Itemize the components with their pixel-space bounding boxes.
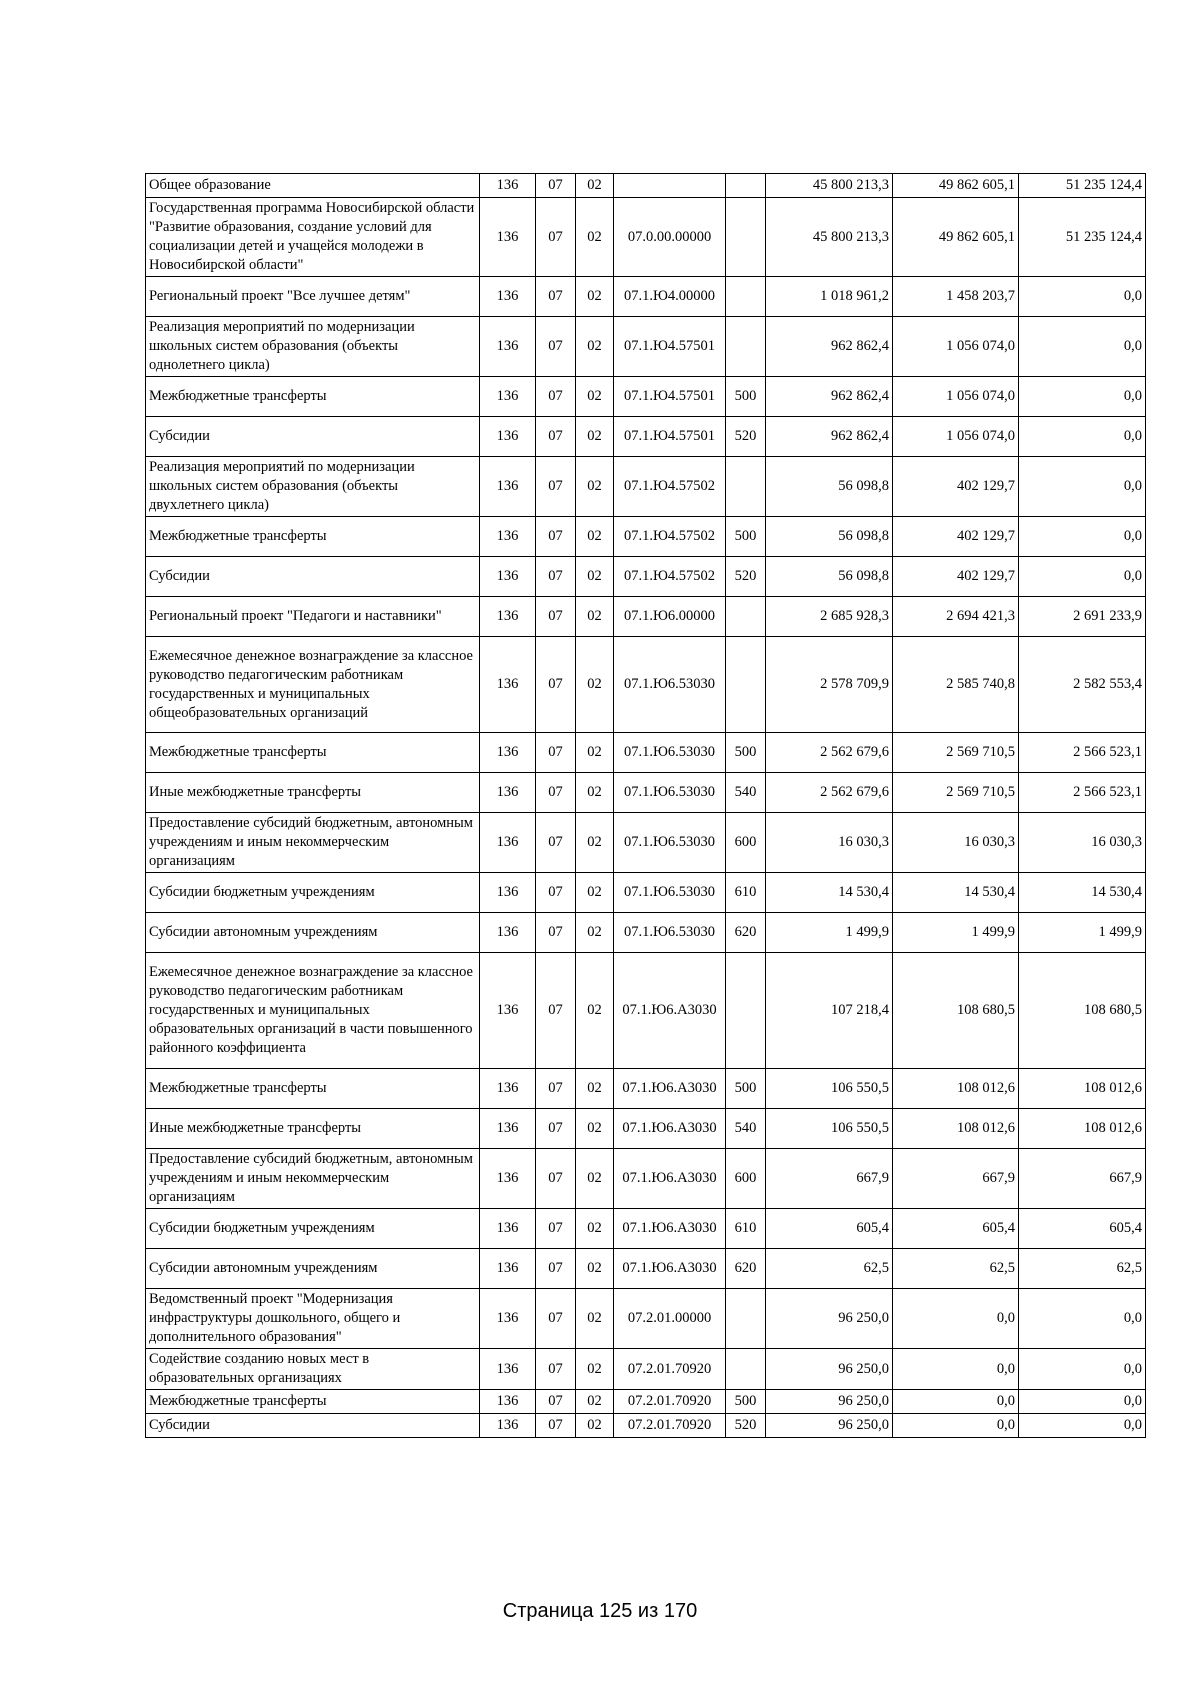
cell-amount-year2: 0,0 xyxy=(893,1390,1019,1414)
cell-target-code: 07.1.Ю6.А3030 xyxy=(614,953,726,1069)
cell-subsection: 02 xyxy=(576,953,614,1069)
table-row xyxy=(146,1414,1146,1438)
cell-expense-type: 520 xyxy=(726,557,766,597)
cell-subsection: 02 xyxy=(576,1349,614,1390)
table-row xyxy=(146,517,1146,557)
cell-name: Субсидии xyxy=(146,417,480,457)
cell-name: Государственная программа Новосибирской области "Развитие образования, создание условий для социализации детей и учащейся молодежи в Новосибирской области" xyxy=(146,198,480,277)
cell-amount-year2: 1 499,9 xyxy=(893,913,1019,953)
cell-grbs: 136 xyxy=(480,174,536,198)
cell-section: 07 xyxy=(536,873,576,913)
table-row xyxy=(146,457,1146,517)
cell-section: 07 xyxy=(536,1289,576,1349)
table-row xyxy=(146,1390,1146,1414)
cell-target-code: 07.1.Ю4.57502 xyxy=(614,557,726,597)
cell-subsection: 02 xyxy=(576,773,614,813)
cell-expense-type xyxy=(726,597,766,637)
cell-subsection: 02 xyxy=(576,873,614,913)
cell-subsection: 02 xyxy=(576,198,614,277)
cell-target-code: 07.1.Ю4.57502 xyxy=(614,517,726,557)
cell-subsection: 02 xyxy=(576,517,614,557)
cell-name: Субсидии xyxy=(146,557,480,597)
table-row xyxy=(146,1109,1146,1149)
cell-name: Общее образование xyxy=(146,174,480,198)
cell-grbs: 136 xyxy=(480,1249,536,1289)
cell-section: 07 xyxy=(536,1249,576,1289)
table-row xyxy=(146,174,1146,198)
cell-target-code: 07.1.Ю4.57502 xyxy=(614,457,726,517)
cell-target-code: 07.1.Ю6.53030 xyxy=(614,813,726,873)
cell-subsection: 02 xyxy=(576,597,614,637)
cell-name: Реализация мероприятий по модернизации школьных систем образования (объекты двухлетнего цикла) xyxy=(146,457,480,517)
cell-section: 07 xyxy=(536,277,576,317)
cell-section: 07 xyxy=(536,517,576,557)
cell-amount-year3: 108 012,6 xyxy=(1019,1069,1146,1109)
cell-grbs: 136 xyxy=(480,953,536,1069)
cell-target-code: 07.1.Ю6.53030 xyxy=(614,773,726,813)
cell-target-code: 07.1.Ю6.53030 xyxy=(614,637,726,733)
cell-grbs: 136 xyxy=(480,913,536,953)
cell-amount-year1: 667,9 xyxy=(766,1149,893,1209)
cell-name: Ежемесячное денежное вознаграждение за классное руководство педагогическим работникам государственных и муниципальных образовательных организаций в части повышенного районного коэффициента xyxy=(146,953,480,1069)
cell-name: Содействие созданию новых мест в образовательных организациях xyxy=(146,1349,480,1390)
cell-expense-type xyxy=(726,457,766,517)
cell-grbs: 136 xyxy=(480,1390,536,1414)
cell-amount-year3: 2 691 233,9 xyxy=(1019,597,1146,637)
cell-section: 07 xyxy=(536,457,576,517)
cell-expense-type xyxy=(726,198,766,277)
cell-name: Субсидии бюджетным учреждениям xyxy=(146,873,480,913)
cell-amount-year3: 62,5 xyxy=(1019,1249,1146,1289)
cell-section: 07 xyxy=(536,1209,576,1249)
table-row xyxy=(146,913,1146,953)
table-row xyxy=(146,198,1146,277)
cell-grbs: 136 xyxy=(480,637,536,733)
cell-amount-year3: 0,0 xyxy=(1019,517,1146,557)
cell-grbs: 136 xyxy=(480,1349,536,1390)
cell-amount-year2: 108 012,6 xyxy=(893,1069,1019,1109)
cell-name: Субсидии бюджетным учреждениям xyxy=(146,1209,480,1249)
cell-target-code: 07.2.01.00000 xyxy=(614,1289,726,1349)
cell-grbs: 136 xyxy=(480,1149,536,1209)
cell-expense-type xyxy=(726,317,766,377)
cell-grbs: 136 xyxy=(480,1289,536,1349)
cell-subsection: 02 xyxy=(576,813,614,873)
cell-target-code: 07.1.Ю6.А3030 xyxy=(614,1249,726,1289)
cell-subsection: 02 xyxy=(576,1069,614,1109)
cell-subsection: 02 xyxy=(576,1149,614,1209)
cell-amount-year2: 1 458 203,7 xyxy=(893,277,1019,317)
table-row xyxy=(146,1289,1146,1349)
cell-expense-type: 500 xyxy=(726,1390,766,1414)
cell-amount-year1: 96 250,0 xyxy=(766,1390,893,1414)
cell-name: Межбюджетные трансферты xyxy=(146,1069,480,1109)
cell-expense-type: 500 xyxy=(726,377,766,417)
cell-grbs: 136 xyxy=(480,773,536,813)
cell-target-code: 07.1.Ю6.А3030 xyxy=(614,1069,726,1109)
cell-section: 07 xyxy=(536,198,576,277)
cell-target-code: 07.1.Ю6.53030 xyxy=(614,733,726,773)
budget-table xyxy=(145,173,1146,1438)
cell-target-code: 07.1.Ю4.57501 xyxy=(614,317,726,377)
cell-amount-year2: 1 056 074,0 xyxy=(893,417,1019,457)
cell-grbs: 136 xyxy=(480,1109,536,1149)
cell-amount-year3: 16 030,3 xyxy=(1019,813,1146,873)
cell-grbs: 136 xyxy=(480,1209,536,1249)
cell-subsection: 02 xyxy=(576,174,614,198)
cell-expense-type: 520 xyxy=(726,1414,766,1438)
cell-subsection: 02 xyxy=(576,1414,614,1438)
cell-target-code: 07.1.Ю4.57501 xyxy=(614,377,726,417)
cell-target-code: 07.1.Ю6.53030 xyxy=(614,873,726,913)
cell-name: Ведомственный проект "Модернизация инфраструктуры дошкольного, общего и дополнительного образования" xyxy=(146,1289,480,1349)
table-body xyxy=(146,174,1146,1438)
cell-amount-year2: 2 569 710,5 xyxy=(893,733,1019,773)
table-row xyxy=(146,1209,1146,1249)
cell-subsection: 02 xyxy=(576,913,614,953)
cell-expense-type: 540 xyxy=(726,1109,766,1149)
cell-amount-year2: 108 680,5 xyxy=(893,953,1019,1069)
cell-amount-year2: 0,0 xyxy=(893,1349,1019,1390)
cell-subsection: 02 xyxy=(576,1390,614,1414)
cell-amount-year1: 96 250,0 xyxy=(766,1289,893,1349)
cell-name: Межбюджетные трансферты xyxy=(146,377,480,417)
cell-amount-year1: 56 098,8 xyxy=(766,517,893,557)
cell-grbs: 136 xyxy=(480,813,536,873)
cell-target-code: 07.1.Ю6.00000 xyxy=(614,597,726,637)
cell-expense-type: 620 xyxy=(726,913,766,953)
cell-grbs: 136 xyxy=(480,277,536,317)
cell-section: 07 xyxy=(536,953,576,1069)
table-row xyxy=(146,1069,1146,1109)
cell-name: Реализация мероприятий по модернизации школьных систем образования (объекты однолетнего цикла) xyxy=(146,317,480,377)
table-row xyxy=(146,377,1146,417)
cell-grbs: 136 xyxy=(480,1069,536,1109)
cell-amount-year2: 0,0 xyxy=(893,1414,1019,1438)
table-row xyxy=(146,773,1146,813)
cell-name: Межбюджетные трансферты xyxy=(146,517,480,557)
cell-expense-type xyxy=(726,1289,766,1349)
cell-name: Региональный проект "Педагоги и наставники" xyxy=(146,597,480,637)
cell-amount-year3: 0,0 xyxy=(1019,1289,1146,1349)
cell-amount-year3: 0,0 xyxy=(1019,457,1146,517)
cell-name: Предоставление субсидий бюджетным, автономным учреждениям и иным некоммерческим организациям xyxy=(146,1149,480,1209)
cell-expense-type: 500 xyxy=(726,1069,766,1109)
cell-subsection: 02 xyxy=(576,1109,614,1149)
cell-subsection: 02 xyxy=(576,557,614,597)
cell-amount-year3: 0,0 xyxy=(1019,277,1146,317)
cell-amount-year3: 667,9 xyxy=(1019,1149,1146,1209)
cell-amount-year1: 62,5 xyxy=(766,1249,893,1289)
cell-expense-type: 540 xyxy=(726,773,766,813)
cell-amount-year3: 0,0 xyxy=(1019,417,1146,457)
cell-section: 07 xyxy=(536,1069,576,1109)
cell-expense-type xyxy=(726,953,766,1069)
table-row xyxy=(146,277,1146,317)
cell-name: Межбюджетные трансферты xyxy=(146,1390,480,1414)
cell-expense-type: 600 xyxy=(726,813,766,873)
cell-subsection: 02 xyxy=(576,317,614,377)
cell-amount-year3: 0,0 xyxy=(1019,317,1146,377)
cell-amount-year3: 108 680,5 xyxy=(1019,953,1146,1069)
cell-amount-year1: 2 578 709,9 xyxy=(766,637,893,733)
cell-amount-year1: 2 562 679,6 xyxy=(766,733,893,773)
cell-section: 07 xyxy=(536,913,576,953)
cell-amount-year1: 96 250,0 xyxy=(766,1414,893,1438)
cell-grbs: 136 xyxy=(480,597,536,637)
cell-section: 07 xyxy=(536,317,576,377)
cell-section: 07 xyxy=(536,1390,576,1414)
cell-amount-year2: 402 129,7 xyxy=(893,517,1019,557)
cell-subsection: 02 xyxy=(576,1289,614,1349)
cell-amount-year3: 0,0 xyxy=(1019,1349,1146,1390)
cell-amount-year3: 14 530,4 xyxy=(1019,873,1146,913)
cell-name: Региональный проект "Все лучшее детям" xyxy=(146,277,480,317)
cell-amount-year2: 0,0 xyxy=(893,1289,1019,1349)
cell-expense-type xyxy=(726,277,766,317)
cell-amount-year3: 605,4 xyxy=(1019,1209,1146,1249)
cell-amount-year3: 0,0 xyxy=(1019,1390,1146,1414)
cell-target-code: 07.2.01.70920 xyxy=(614,1414,726,1438)
cell-section: 07 xyxy=(536,1349,576,1390)
table-row xyxy=(146,733,1146,773)
cell-amount-year2: 16 030,3 xyxy=(893,813,1019,873)
cell-section: 07 xyxy=(536,377,576,417)
cell-amount-year2: 2 569 710,5 xyxy=(893,773,1019,813)
cell-grbs: 136 xyxy=(480,457,536,517)
cell-amount-year1: 1 499,9 xyxy=(766,913,893,953)
cell-expense-type: 520 xyxy=(726,417,766,457)
cell-target-code: 07.1.Ю4.57501 xyxy=(614,417,726,457)
cell-expense-type: 600 xyxy=(726,1149,766,1209)
cell-name: Иные межбюджетные трансферты xyxy=(146,773,480,813)
cell-grbs: 136 xyxy=(480,317,536,377)
cell-expense-type xyxy=(726,174,766,198)
cell-amount-year2: 605,4 xyxy=(893,1209,1019,1249)
cell-amount-year2: 402 129,7 xyxy=(893,457,1019,517)
table-row xyxy=(146,873,1146,913)
cell-expense-type: 610 xyxy=(726,873,766,913)
cell-expense-type xyxy=(726,637,766,733)
cell-amount-year1: 2 685 928,3 xyxy=(766,597,893,637)
cell-amount-year2: 1 056 074,0 xyxy=(893,377,1019,417)
cell-subsection: 02 xyxy=(576,1249,614,1289)
cell-amount-year3: 2 566 523,1 xyxy=(1019,733,1146,773)
cell-section: 07 xyxy=(536,773,576,813)
cell-grbs: 136 xyxy=(480,733,536,773)
table-row xyxy=(146,597,1146,637)
cell-amount-year1: 1 018 961,2 xyxy=(766,277,893,317)
cell-name: Предоставление субсидий бюджетным, автономным учреждениям и иным некоммерческим организациям xyxy=(146,813,480,873)
table-row xyxy=(146,1249,1146,1289)
cell-subsection: 02 xyxy=(576,377,614,417)
cell-amount-year1: 56 098,8 xyxy=(766,557,893,597)
cell-grbs: 136 xyxy=(480,198,536,277)
cell-amount-year2: 49 862 605,1 xyxy=(893,198,1019,277)
cell-amount-year3: 2 566 523,1 xyxy=(1019,773,1146,813)
table-row xyxy=(146,953,1146,1069)
cell-name: Субсидии автономным учреждениям xyxy=(146,1249,480,1289)
cell-amount-year1: 106 550,5 xyxy=(766,1069,893,1109)
table-row xyxy=(146,637,1146,733)
cell-amount-year1: 96 250,0 xyxy=(766,1349,893,1390)
cell-amount-year1: 605,4 xyxy=(766,1209,893,1249)
cell-name: Иные межбюджетные трансферты xyxy=(146,1109,480,1149)
cell-name: Межбюджетные трансферты xyxy=(146,733,480,773)
table-row xyxy=(146,813,1146,873)
cell-target-code: 07.0.00.00000 xyxy=(614,198,726,277)
cell-section: 07 xyxy=(536,174,576,198)
cell-amount-year1: 962 862,4 xyxy=(766,417,893,457)
cell-expense-type xyxy=(726,1349,766,1390)
cell-section: 07 xyxy=(536,597,576,637)
cell-grbs: 136 xyxy=(480,1414,536,1438)
cell-subsection: 02 xyxy=(576,277,614,317)
cell-target-code: 07.1.Ю6.А3030 xyxy=(614,1109,726,1149)
cell-amount-year1: 962 862,4 xyxy=(766,317,893,377)
cell-grbs: 136 xyxy=(480,517,536,557)
cell-amount-year1: 2 562 679,6 xyxy=(766,773,893,813)
cell-amount-year2: 2 585 740,8 xyxy=(893,637,1019,733)
cell-amount-year1: 106 550,5 xyxy=(766,1109,893,1149)
cell-section: 07 xyxy=(536,1109,576,1149)
cell-section: 07 xyxy=(536,557,576,597)
cell-grbs: 136 xyxy=(480,873,536,913)
cell-grbs: 136 xyxy=(480,377,536,417)
cell-subsection: 02 xyxy=(576,1209,614,1249)
cell-target-code: 07.1.Ю6.А3030 xyxy=(614,1149,726,1209)
cell-target-code: 07.1.Ю6.А3030 xyxy=(614,1209,726,1249)
cell-section: 07 xyxy=(536,417,576,457)
cell-target-code: 07.1.Ю6.53030 xyxy=(614,913,726,953)
table-row xyxy=(146,317,1146,377)
cell-section: 07 xyxy=(536,637,576,733)
cell-amount-year3: 108 012,6 xyxy=(1019,1109,1146,1149)
cell-amount-year2: 108 012,6 xyxy=(893,1109,1019,1149)
cell-amount-year3: 51 235 124,4 xyxy=(1019,174,1146,198)
cell-amount-year1: 14 530,4 xyxy=(766,873,893,913)
cell-section: 07 xyxy=(536,733,576,773)
table-row xyxy=(146,1149,1146,1209)
cell-amount-year3: 2 582 553,4 xyxy=(1019,637,1146,733)
cell-expense-type: 620 xyxy=(726,1249,766,1289)
cell-subsection: 02 xyxy=(576,733,614,773)
cell-amount-year3: 1 499,9 xyxy=(1019,913,1146,953)
cell-amount-year1: 45 800 213,3 xyxy=(766,198,893,277)
cell-amount-year2: 1 056 074,0 xyxy=(893,317,1019,377)
cell-amount-year1: 45 800 213,3 xyxy=(766,174,893,198)
cell-amount-year2: 14 530,4 xyxy=(893,873,1019,913)
cell-name: Субсидии xyxy=(146,1414,480,1438)
cell-amount-year2: 62,5 xyxy=(893,1249,1019,1289)
cell-amount-year2: 49 862 605,1 xyxy=(893,174,1019,198)
cell-section: 07 xyxy=(536,1149,576,1209)
cell-target-code xyxy=(614,174,726,198)
cell-name: Ежемесячное денежное вознаграждение за классное руководство педагогическим работникам государственных и муниципальных общеобразовательных организаций xyxy=(146,637,480,733)
cell-target-code: 07.2.01.70920 xyxy=(614,1390,726,1414)
cell-section: 07 xyxy=(536,1414,576,1438)
cell-subsection: 02 xyxy=(576,637,614,733)
cell-subsection: 02 xyxy=(576,457,614,517)
cell-amount-year1: 962 862,4 xyxy=(766,377,893,417)
cell-amount-year3: 0,0 xyxy=(1019,377,1146,417)
table-row xyxy=(146,1349,1146,1390)
cell-amount-year3: 0,0 xyxy=(1019,1414,1146,1438)
page-number: Страница 125 из 170 xyxy=(502,1600,698,1622)
cell-subsection: 02 xyxy=(576,417,614,457)
cell-expense-type: 500 xyxy=(726,733,766,773)
cell-amount-year3: 0,0 xyxy=(1019,557,1146,597)
cell-grbs: 136 xyxy=(480,557,536,597)
cell-amount-year1: 16 030,3 xyxy=(766,813,893,873)
cell-target-code: 07.1.Ю4.00000 xyxy=(614,277,726,317)
table-row xyxy=(146,557,1146,597)
cell-amount-year1: 107 218,4 xyxy=(766,953,893,1069)
cell-grbs: 136 xyxy=(480,417,536,457)
cell-amount-year3: 51 235 124,4 xyxy=(1019,198,1146,277)
cell-expense-type: 500 xyxy=(726,517,766,557)
cell-amount-year2: 667,9 xyxy=(893,1149,1019,1209)
table-row xyxy=(146,417,1146,457)
cell-amount-year1: 56 098,8 xyxy=(766,457,893,517)
cell-target-code: 07.2.01.70920 xyxy=(614,1349,726,1390)
cell-amount-year2: 2 694 421,3 xyxy=(893,597,1019,637)
cell-name: Субсидии автономным учреждениям xyxy=(146,913,480,953)
cell-section: 07 xyxy=(536,813,576,873)
cell-amount-year2: 402 129,7 xyxy=(893,557,1019,597)
cell-expense-type: 610 xyxy=(726,1209,766,1249)
